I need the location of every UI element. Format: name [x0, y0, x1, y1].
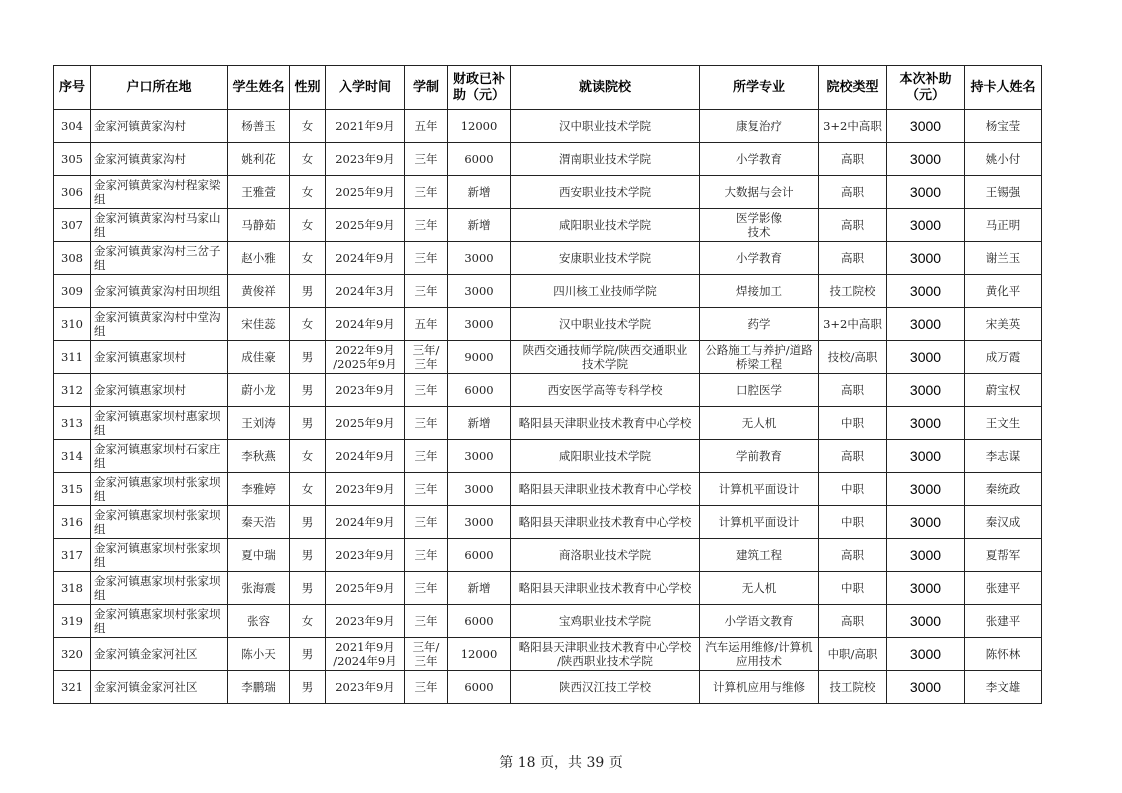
cell-prior-subsidy: 12000 [448, 110, 511, 143]
cell-cardholder-name: 秦统政 [965, 473, 1042, 506]
cell-current-subsidy: 3000 [887, 242, 965, 275]
cell-seq: 321 [54, 671, 91, 704]
cell-cardholder-name: 谢兰玉 [965, 242, 1042, 275]
cell-gender: 女 [290, 143, 326, 176]
cell-student-name: 陈小天 [228, 638, 290, 671]
cell-household-location: 金家河镇黄家沟村 [91, 110, 228, 143]
cell-major: 大数据与会计 [700, 176, 819, 209]
cell-school-type: 高职 [819, 605, 887, 638]
cell-student-name: 宋佳蕊 [228, 308, 290, 341]
cell-student-name: 成佳豪 [228, 341, 290, 374]
cell-seq: 307 [54, 209, 91, 242]
cell-current-subsidy: 3000 [887, 143, 965, 176]
cell-seq: 304 [54, 110, 91, 143]
cell-student-name: 李鹏瑞 [228, 671, 290, 704]
cell-program-length: 三年 [405, 539, 448, 572]
cell-current-subsidy: 3000 [887, 473, 965, 506]
cell-seq: 309 [54, 275, 91, 308]
cell-seq: 314 [54, 440, 91, 473]
cell-current-subsidy: 3000 [887, 341, 965, 374]
cell-school-type: 中职 [819, 407, 887, 440]
cell-enrollment-date: 2023年9月 [326, 671, 405, 704]
cell-gender: 女 [290, 209, 326, 242]
cell-school-type: 高职 [819, 209, 887, 242]
cell-major: 无人机 [700, 407, 819, 440]
cell-cardholder-name: 李志谋 [965, 440, 1042, 473]
cell-seq: 311 [54, 341, 91, 374]
cell-prior-subsidy: 3000 [448, 473, 511, 506]
cell-current-subsidy: 3000 [887, 605, 965, 638]
cell-school: 咸阳职业技术学院 [511, 209, 700, 242]
cell-household-location: 金家河镇黄家沟村三岔子组 [91, 242, 228, 275]
cell-school: 四川核工业技师学院 [511, 275, 700, 308]
cell-program-length: 三年 [405, 374, 448, 407]
cell-school-type: 3+2中高职 [819, 308, 887, 341]
header-gender: 性别 [290, 66, 326, 110]
cell-current-subsidy: 3000 [887, 638, 965, 671]
cell-school: 宝鸡职业技术学院 [511, 605, 700, 638]
cell-prior-subsidy: 新增 [448, 407, 511, 440]
cell-seq: 310 [54, 308, 91, 341]
subsidy-table [53, 65, 1042, 704]
cell-major: 计算机应用与维修 [700, 671, 819, 704]
cell-current-subsidy: 3000 [887, 374, 965, 407]
header-school: 就读院校 [511, 66, 700, 110]
cell-school-type: 技工院校 [819, 275, 887, 308]
cell-school-type: 中职/高职 [819, 638, 887, 671]
header-student-name: 学生姓名 [228, 66, 290, 110]
cell-household-location: 金家河镇黄家沟村 [91, 143, 228, 176]
cell-seq: 317 [54, 539, 91, 572]
cell-major: 医学影像 技术 [700, 209, 819, 242]
cell-gender: 男 [290, 506, 326, 539]
cell-household-location: 金家河镇惠家坝村张家坝组 [91, 473, 228, 506]
cell-prior-subsidy: 新增 [448, 176, 511, 209]
cell-household-location: 金家河镇惠家坝村张家坝组 [91, 506, 228, 539]
header-household-location: 户口所在地 [91, 66, 228, 110]
cell-school: 渭南职业技术学院 [511, 143, 700, 176]
table-row [54, 473, 1042, 506]
cell-seq: 318 [54, 572, 91, 605]
cell-school: 安康职业技术学院 [511, 242, 700, 275]
cell-major: 小学语文教育 [700, 605, 819, 638]
cell-household-location: 金家河镇惠家坝村张家坝组 [91, 605, 228, 638]
header-seq: 序号 [54, 66, 91, 110]
cell-cardholder-name: 李文雄 [965, 671, 1042, 704]
cell-program-length: 三年 [405, 671, 448, 704]
cell-household-location: 金家河镇金家河社区 [91, 671, 228, 704]
table-row [54, 242, 1042, 275]
cell-student-name: 马静茹 [228, 209, 290, 242]
cell-student-name: 秦天浩 [228, 506, 290, 539]
cell-program-length: 三年 [405, 440, 448, 473]
table-row [54, 308, 1042, 341]
cell-major: 计算机平面设计 [700, 506, 819, 539]
cell-household-location: 金家河镇黄家沟村程家梁组 [91, 176, 228, 209]
cell-gender: 男 [290, 374, 326, 407]
cell-school: 汉中职业技术学院 [511, 308, 700, 341]
cell-program-length: 三年 [405, 242, 448, 275]
table-row [54, 605, 1042, 638]
table-row [54, 539, 1042, 572]
cell-enrollment-date: 2024年9月 [326, 242, 405, 275]
header-school-type: 院校类型 [819, 66, 887, 110]
cell-major: 焊接加工 [700, 275, 819, 308]
cell-household-location: 金家河镇惠家坝村张家坝组 [91, 539, 228, 572]
cell-gender: 女 [290, 605, 326, 638]
cell-student-name: 王雅萱 [228, 176, 290, 209]
cell-cardholder-name: 陈怀林 [965, 638, 1042, 671]
cell-school: 西安职业技术学院 [511, 176, 700, 209]
cell-enrollment-date: 2023年9月 [326, 143, 405, 176]
cell-school-type: 高职 [819, 176, 887, 209]
cell-prior-subsidy: 12000 [448, 638, 511, 671]
cell-program-length: 五年 [405, 308, 448, 341]
cell-current-subsidy: 3000 [887, 506, 965, 539]
cell-school: 略阳县天津职业技术教育中心学校 [511, 506, 700, 539]
cell-current-subsidy: 3000 [887, 539, 965, 572]
cell-program-length: 三年 [405, 572, 448, 605]
cell-seq: 313 [54, 407, 91, 440]
cell-current-subsidy: 3000 [887, 176, 965, 209]
cell-student-name: 张海震 [228, 572, 290, 605]
cell-school: 略阳县天津职业技术教育中心学校 /陕西职业技术学院 [511, 638, 700, 671]
table-body [54, 110, 1042, 704]
header-prior-subsidy: 财政已补 助（元） [448, 66, 511, 110]
cell-school-type: 高职 [819, 440, 887, 473]
cell-school-type: 技工院校 [819, 671, 887, 704]
cell-cardholder-name: 王文生 [965, 407, 1042, 440]
cell-cardholder-name: 秦汉成 [965, 506, 1042, 539]
cell-prior-subsidy: 6000 [448, 671, 511, 704]
cell-school-type: 中职 [819, 506, 887, 539]
cell-student-name: 张容 [228, 605, 290, 638]
cell-prior-subsidy: 新增 [448, 572, 511, 605]
cell-cardholder-name: 马正明 [965, 209, 1042, 242]
cell-enrollment-date: 2021年9月 [326, 110, 405, 143]
cell-enrollment-date: 2023年9月 [326, 539, 405, 572]
table-row [54, 440, 1042, 473]
header-current-subsidy: 本次补助 （元） [887, 66, 965, 110]
cell-gender: 男 [290, 638, 326, 671]
cell-seq: 319 [54, 605, 91, 638]
cell-seq: 320 [54, 638, 91, 671]
page-number: 第 18 页，共 39 页 [499, 755, 623, 771]
cell-school-type: 中职 [819, 572, 887, 605]
cell-major: 学前教育 [700, 440, 819, 473]
cell-prior-subsidy: 3000 [448, 275, 511, 308]
cell-major: 药学 [700, 308, 819, 341]
cell-household-location: 金家河镇黄家沟村田坝组 [91, 275, 228, 308]
cell-enrollment-date: 2025年9月 [326, 176, 405, 209]
cell-enrollment-date: 2023年9月 [326, 374, 405, 407]
cell-student-name: 黄俊祥 [228, 275, 290, 308]
cell-student-name: 李秋燕 [228, 440, 290, 473]
cell-enrollment-date: 2024年3月 [326, 275, 405, 308]
cell-household-location: 金家河镇惠家坝村惠家坝组 [91, 407, 228, 440]
table-header-row [54, 66, 1042, 110]
cell-gender: 女 [290, 110, 326, 143]
cell-enrollment-date: 2023年9月 [326, 605, 405, 638]
table-row [54, 209, 1042, 242]
cell-school-type: 3+2中高职 [819, 110, 887, 143]
cell-household-location: 金家河镇惠家坝村 [91, 374, 228, 407]
cell-current-subsidy: 3000 [887, 572, 965, 605]
cell-enrollment-date: 2023年9月 [326, 473, 405, 506]
cell-gender: 女 [290, 242, 326, 275]
cell-household-location: 金家河镇黄家沟村马家山组 [91, 209, 228, 242]
cell-gender: 女 [290, 176, 326, 209]
cell-program-length: 三年/ 三年 [405, 638, 448, 671]
cell-student-name: 王刘涛 [228, 407, 290, 440]
cell-seq: 306 [54, 176, 91, 209]
cell-cardholder-name: 杨宝莹 [965, 110, 1042, 143]
cell-enrollment-date: 2024年9月 [326, 440, 405, 473]
cell-program-length: 三年 [405, 176, 448, 209]
cell-gender: 男 [290, 341, 326, 374]
cell-student-name: 姚利花 [228, 143, 290, 176]
table-row [54, 506, 1042, 539]
cell-school: 咸阳职业技术学院 [511, 440, 700, 473]
cell-school: 西安医学高等专科学校 [511, 374, 700, 407]
cell-prior-subsidy: 3000 [448, 308, 511, 341]
header-cardholder-name: 持卡人姓名 [965, 66, 1042, 110]
cell-cardholder-name: 夏帮军 [965, 539, 1042, 572]
cell-cardholder-name: 张建平 [965, 572, 1042, 605]
cell-seq: 308 [54, 242, 91, 275]
table-row [54, 671, 1042, 704]
cell-gender: 女 [290, 440, 326, 473]
cell-major: 公路施工与养护/道路 桥梁工程 [700, 341, 819, 374]
cell-current-subsidy: 3000 [887, 275, 965, 308]
table-row [54, 110, 1042, 143]
cell-enrollment-date: 2024年9月 [326, 308, 405, 341]
cell-program-length: 三年 [405, 209, 448, 242]
cell-gender: 男 [290, 671, 326, 704]
cell-gender: 女 [290, 308, 326, 341]
header-program-length: 学制 [405, 66, 448, 110]
header-major: 所学专业 [700, 66, 819, 110]
cell-cardholder-name: 宋美英 [965, 308, 1042, 341]
cell-seq: 305 [54, 143, 91, 176]
cell-program-length: 三年/ 三年 [405, 341, 448, 374]
header-enrollment-date: 入学时间 [326, 66, 405, 110]
cell-school-type: 技校/高职 [819, 341, 887, 374]
cell-current-subsidy: 3000 [887, 440, 965, 473]
cell-school-type: 高职 [819, 374, 887, 407]
cell-school: 略阳县天津职业技术教育中心学校 [511, 473, 700, 506]
cell-prior-subsidy: 3000 [448, 242, 511, 275]
cell-gender: 男 [290, 407, 326, 440]
cell-household-location: 金家河镇惠家坝村张家坝组 [91, 572, 228, 605]
cell-school-type: 高职 [819, 143, 887, 176]
cell-major: 口腔医学 [700, 374, 819, 407]
cell-student-name: 赵小雅 [228, 242, 290, 275]
cell-student-name: 夏中瑞 [228, 539, 290, 572]
cell-enrollment-date: 2025年9月 [326, 407, 405, 440]
cell-enrollment-date: 2025年9月 [326, 572, 405, 605]
table-row [54, 176, 1042, 209]
cell-current-subsidy: 3000 [887, 308, 965, 341]
table-row [54, 341, 1042, 374]
cell-school: 商洛职业技术学院 [511, 539, 700, 572]
cell-prior-subsidy: 新增 [448, 209, 511, 242]
cell-current-subsidy: 3000 [887, 407, 965, 440]
cell-gender: 男 [290, 572, 326, 605]
cell-cardholder-name: 姚小付 [965, 143, 1042, 176]
cell-seq: 312 [54, 374, 91, 407]
cell-school: 略阳县天津职业技术教育中心学校 [511, 407, 700, 440]
cell-student-name: 李雅婷 [228, 473, 290, 506]
table-row [54, 572, 1042, 605]
cell-household-location: 金家河镇惠家坝村 [91, 341, 228, 374]
cell-gender: 女 [290, 473, 326, 506]
cell-major: 小学教育 [700, 242, 819, 275]
table-row [54, 638, 1042, 671]
cell-school: 略阳县天津职业技术教育中心学校 [511, 572, 700, 605]
cell-prior-subsidy: 6000 [448, 605, 511, 638]
cell-cardholder-name: 成万霞 [965, 341, 1042, 374]
cell-current-subsidy: 3000 [887, 110, 965, 143]
cell-program-length: 三年 [405, 605, 448, 638]
cell-student-name: 杨善玉 [228, 110, 290, 143]
cell-prior-subsidy: 3000 [448, 440, 511, 473]
table-row [54, 143, 1042, 176]
table-row [54, 374, 1042, 407]
cell-prior-subsidy: 9000 [448, 341, 511, 374]
cell-prior-subsidy: 6000 [448, 143, 511, 176]
cell-seq: 316 [54, 506, 91, 539]
cell-program-length: 三年 [405, 473, 448, 506]
cell-student-name: 蔚小龙 [228, 374, 290, 407]
cell-school: 陕西汉江技工学校 [511, 671, 700, 704]
cell-school: 汉中职业技术学院 [511, 110, 700, 143]
cell-enrollment-date: 2021年9月 /2024年9月 [326, 638, 405, 671]
cell-prior-subsidy: 6000 [448, 539, 511, 572]
cell-prior-subsidy: 3000 [448, 506, 511, 539]
cell-current-subsidy: 3000 [887, 209, 965, 242]
cell-cardholder-name: 王锡强 [965, 176, 1042, 209]
cell-enrollment-date: 2025年9月 [326, 209, 405, 242]
cell-school-type: 中职 [819, 473, 887, 506]
cell-household-location: 金家河镇惠家坝村石家庄组 [91, 440, 228, 473]
cell-program-length: 三年 [405, 275, 448, 308]
cell-cardholder-name: 黄化平 [965, 275, 1042, 308]
cell-school-type: 高职 [819, 539, 887, 572]
cell-program-length: 三年 [405, 407, 448, 440]
cell-major: 汽车运用维修/计算机 应用技术 [700, 638, 819, 671]
table-row [54, 407, 1042, 440]
cell-gender: 男 [290, 275, 326, 308]
cell-school-type: 高职 [819, 242, 887, 275]
cell-program-length: 五年 [405, 110, 448, 143]
cell-current-subsidy: 3000 [887, 671, 965, 704]
cell-major: 建筑工程 [700, 539, 819, 572]
cell-major: 无人机 [700, 572, 819, 605]
cell-cardholder-name: 蔚宝权 [965, 374, 1042, 407]
cell-major: 康复治疗 [700, 110, 819, 143]
table-row [54, 275, 1042, 308]
cell-enrollment-date: 2022年9月 /2025年9月 [326, 341, 405, 374]
cell-major: 小学教育 [700, 143, 819, 176]
cell-seq: 315 [54, 473, 91, 506]
cell-enrollment-date: 2024年9月 [326, 506, 405, 539]
cell-cardholder-name: 张建平 [965, 605, 1042, 638]
cell-household-location: 金家河镇黄家沟村中堂沟组 [91, 308, 228, 341]
cell-program-length: 三年 [405, 506, 448, 539]
cell-household-location: 金家河镇金家河社区 [91, 638, 228, 671]
cell-prior-subsidy: 6000 [448, 374, 511, 407]
cell-gender: 男 [290, 539, 326, 572]
cell-school: 陕西交通技师学院/陕西交通职业 技术学院 [511, 341, 700, 374]
cell-program-length: 三年 [405, 143, 448, 176]
cell-major: 计算机平面设计 [700, 473, 819, 506]
